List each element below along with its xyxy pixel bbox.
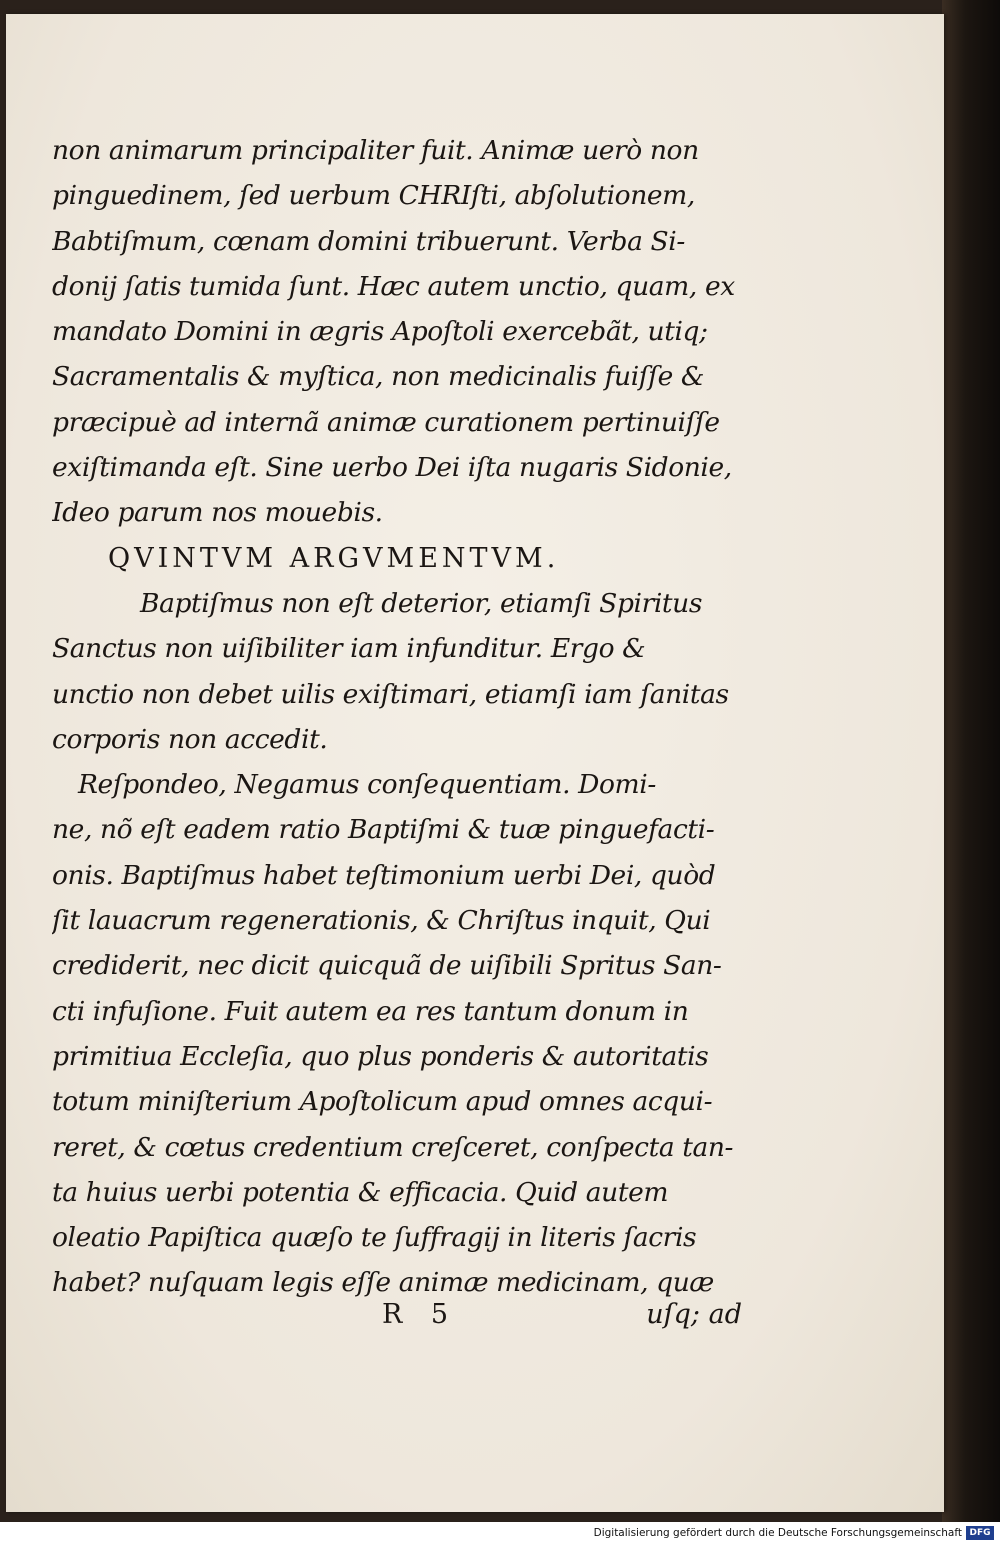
section-heading: QVINTVM ARGVMENTVM. [108, 542, 560, 574]
text-line: exiſtimanda eſt. Sine uerbo Dei iſta nugaris Sidonie, [52, 452, 732, 484]
signature-mark: R 5 [382, 1299, 459, 1330]
argument-line: corporis non accedit. [52, 723, 328, 755]
text-line: mandato Domini in ægris Apoſtoli exercebãt, utiq; [52, 316, 708, 348]
response-line: habet? nuſquam legis eſſe animæ medicinam, quæ [52, 1267, 714, 1299]
response-line: primitiua Eccleſia, quo plus ponderis & autoritatis [52, 1040, 709, 1072]
response-line: Reſpondeo, Negamus conſequentiam. Domi- [78, 769, 656, 801]
dfg-logo: DFG [966, 1526, 994, 1540]
text-line: Sacramentalis & myſtica, non medicinalis fuiſſe & [52, 361, 705, 393]
argument-line: Sanctus non uiſibiliter iam infunditur. Ergo & [52, 633, 646, 665]
catchword: uſq; ad [646, 1299, 742, 1330]
response-line: reret, & cœtus credentium creſceret, conſpecta tan- [52, 1131, 734, 1163]
argument-line: Baptiſmus non eſt deterior, etiamſi Spiritus [140, 587, 703, 619]
response-line: ta huius uerbi potentia & efficacia. Quid autem [52, 1176, 669, 1208]
digitization-credit: Digitalisierung gefördert durch die Deutsche Forschungsgemeinschaft [593, 1527, 962, 1539]
response-line: ſit lauacrum regenerationis, & Chriſtus inquit, Qui [52, 905, 711, 937]
text-line: præcipuè ad internã animæ curationem pertinuiſſe [52, 406, 720, 438]
text-line: non animarum principaliter fuit. Animæ uerò non [52, 135, 699, 166]
argument-line: unctio non debet uilis exiſtimari, etiamſi iam ſanitas [52, 678, 729, 710]
response-line: cti infuſione. Fuit autem ea res tantum donum in [52, 995, 689, 1027]
response-line: oleatio Papiſtica quæſo te ſuffragij in literis ſacris [52, 1222, 697, 1254]
response-line: ne, nõ eſt eadem ratio Baptiſmi & tuæ pinguefacti- [52, 814, 715, 846]
book-cover-edge [942, 0, 1000, 1522]
text-line: donij ſatis tumida ſunt. Hæc autem unctio, quam, ex [52, 270, 735, 302]
text-line: pinguedinem, ſed uerbum CHRIſti, abſolutionem, [52, 180, 695, 212]
page-text [52, 128, 742, 1306]
text-line: Babtiſmum, cœnam domini tribuerunt. Verba Si- [52, 225, 685, 257]
text-line: Ideo parum nos mouebis. [52, 497, 383, 529]
page-footer [52, 1295, 742, 1340]
response-line: crediderit, nec dicit quicquã de uiſibili Spritus San- [52, 950, 722, 982]
response-line: onis. Baptiſmus habet teſtimonium uerbi Dei, quòd [52, 859, 716, 891]
response-line: totum miniſterium Apoſtolicum apud omnes acqui- [52, 1086, 713, 1118]
